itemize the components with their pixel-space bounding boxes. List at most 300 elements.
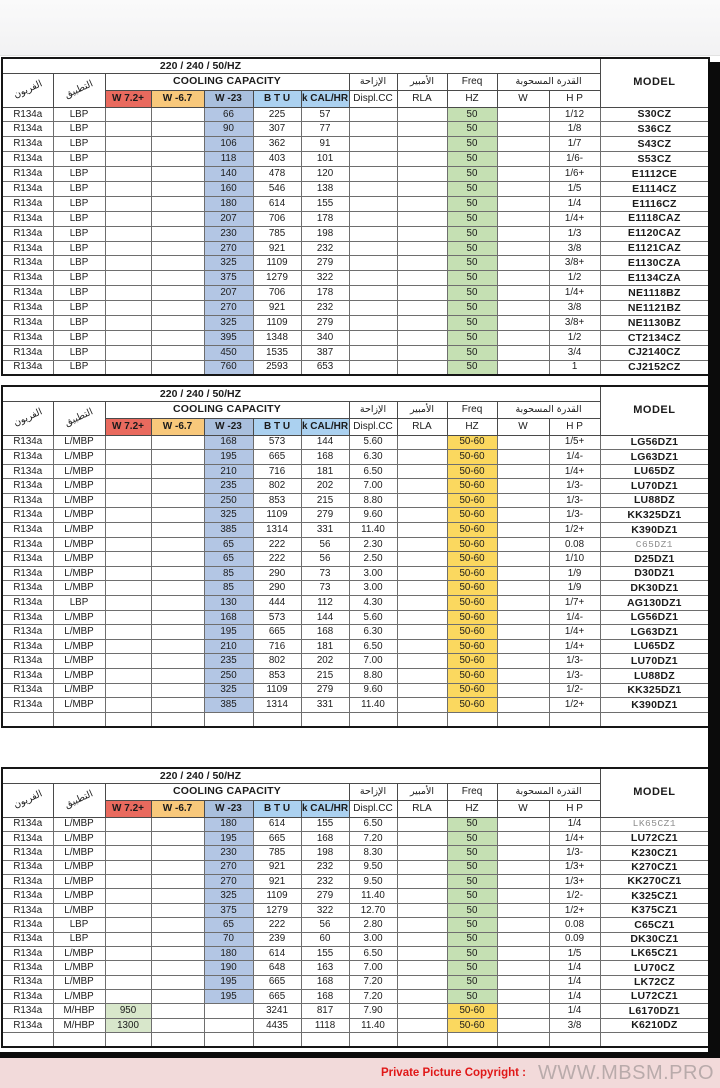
cell-w67: [151, 918, 204, 932]
cell-hz: 50: [447, 211, 497, 226]
cell-model: E1130CZA: [600, 256, 709, 271]
cell-application: L/MBP: [53, 625, 105, 640]
cell-w72: [105, 493, 151, 508]
cell-displacement: [349, 137, 397, 152]
header-btu: B T U: [253, 800, 301, 817]
cell-hz: 50: [447, 107, 497, 122]
cell-kcal: 112: [301, 596, 349, 611]
cell-w67: [151, 107, 204, 122]
cell-kcal: 73: [301, 566, 349, 581]
cell-w67: [151, 523, 204, 538]
cell-w23: 270: [204, 241, 253, 256]
cell-hp: 1/2+: [549, 903, 600, 917]
cell-watt: [497, 211, 549, 226]
cell-w67: [151, 315, 204, 330]
header-freq: Freq: [447, 73, 497, 90]
cell-btu: 403: [253, 152, 301, 167]
cell-w23: 140: [204, 167, 253, 182]
top-margin: [0, 0, 720, 56]
cell-btu: 921: [253, 860, 301, 874]
header-w72: W 7.2+: [105, 90, 151, 107]
header-amps-ar: الأمبير: [397, 401, 447, 418]
cell-rla: [397, 817, 447, 831]
cell-displacement: 7.00: [349, 654, 397, 669]
cell-displacement: 7.90: [349, 1004, 397, 1018]
cell-hp: 3/4: [549, 345, 600, 360]
cell-watt: [497, 581, 549, 596]
cell-hz: 50: [447, 831, 497, 845]
cell-w67: [151, 330, 204, 345]
cell-model: E1120CAZ: [600, 226, 709, 241]
cell-watt: [497, 360, 549, 375]
cell-model: NE1118BZ: [600, 286, 709, 301]
cell-kcal: 331: [301, 698, 349, 713]
cell-rla: [397, 1004, 447, 1018]
cell-displacement: 9.50: [349, 875, 397, 889]
cell-application: LBP: [53, 211, 105, 226]
cell-w72: [105, 831, 151, 845]
cell-w23: 760: [204, 360, 253, 375]
cell-btu: 665: [253, 975, 301, 989]
cell-application: LBP: [53, 181, 105, 196]
cell-w72: [105, 508, 151, 523]
cell-w67: [151, 479, 204, 494]
cell-hz: 50: [447, 345, 497, 360]
cell-rla: [397, 107, 447, 122]
header-freon-text: الفريون: [11, 406, 44, 429]
cell-model: DK30CZ1: [600, 932, 709, 946]
cell-hp: 1/4+: [549, 464, 600, 479]
cell-hp: 1/4+: [549, 211, 600, 226]
cell-model: [600, 712, 709, 727]
cell-hz: 50: [447, 918, 497, 932]
table-row: [2, 712, 709, 727]
cell-w67: [151, 435, 204, 450]
table-row: [2, 860, 709, 874]
cell-watt: [497, 152, 549, 167]
table-row: [2, 537, 709, 552]
cell-w67: [151, 345, 204, 360]
cell-displacement: [349, 256, 397, 271]
table-row: [2, 493, 709, 508]
cell-hz: 50-60: [447, 479, 497, 494]
cell-w23: 230: [204, 846, 253, 860]
cell-w72: [105, 537, 151, 552]
cell-rla: [397, 918, 447, 932]
cell-btu: 1109: [253, 256, 301, 271]
table-row: [2, 566, 709, 581]
cell-application: LBP: [53, 107, 105, 122]
cell-w67: [151, 961, 204, 975]
cell-btu: 665: [253, 625, 301, 640]
header-watt: W: [497, 800, 549, 817]
cell-application: L/MBP: [53, 639, 105, 654]
cell-hz: 50-60: [447, 552, 497, 567]
table-row: [2, 846, 709, 860]
header-model: MODEL: [600, 768, 709, 817]
cell-kcal: 178: [301, 211, 349, 226]
table-row: [2, 596, 709, 611]
cell-freon: [2, 1033, 53, 1047]
cell-hp: 1/4: [549, 1004, 600, 1018]
cell-rla: [397, 167, 447, 182]
cell-application: L/MBP: [53, 508, 105, 523]
cell-displacement: 6.50: [349, 946, 397, 960]
cell-freon: R134a: [2, 846, 53, 860]
cell-hz: 50: [447, 315, 497, 330]
cell-model: KK325DZ1: [600, 508, 709, 523]
cell-hp: 1/3-: [549, 669, 600, 684]
cell-kcal: 279: [301, 889, 349, 903]
cell-w23: 235: [204, 654, 253, 669]
cell-displacement: [349, 211, 397, 226]
cell-model: AG130DZ1: [600, 596, 709, 611]
cell-rla: [397, 889, 447, 903]
cell-freon: R134a: [2, 625, 53, 640]
cell-rla: [397, 990, 447, 1004]
cell-application: LBP: [53, 152, 105, 167]
cell-hz: 50: [447, 875, 497, 889]
cell-kcal: 155: [301, 196, 349, 211]
cell-hp: 1/3+: [549, 860, 600, 874]
cell-rla: [397, 932, 447, 946]
cell-w23: 250: [204, 493, 253, 508]
cell-freon: R134a: [2, 903, 53, 917]
cell-watt: [497, 712, 549, 727]
cell-hp: 3/8+: [549, 256, 600, 271]
cell-w72: [105, 330, 151, 345]
header-kcal: k CAL/HR: [301, 418, 349, 435]
cell-freon: R134a: [2, 975, 53, 989]
cell-kcal: 232: [301, 301, 349, 316]
cell-watt: [497, 875, 549, 889]
cell-freon: R134a: [2, 1004, 53, 1018]
cell-w67: [151, 137, 204, 152]
cell-btu: 1314: [253, 523, 301, 538]
cell-freon: R134a: [2, 596, 53, 611]
cell-rla: [397, 241, 447, 256]
cell-w67: [151, 903, 204, 917]
cell-application: LBP: [53, 330, 105, 345]
cell-w72: [105, 107, 151, 122]
cell-w72: [105, 479, 151, 494]
cell-rla: [397, 537, 447, 552]
cell-w23: [204, 1004, 253, 1018]
cell-watt: [497, 226, 549, 241]
cell-freon: R134a: [2, 552, 53, 567]
cell-hz: 50: [447, 889, 497, 903]
cell-watt: [497, 315, 549, 330]
cell-displacement: 3.00: [349, 566, 397, 581]
cell-w67: [151, 639, 204, 654]
cell-displacement: 5.60: [349, 435, 397, 450]
header-freon-text: الفريون: [11, 788, 44, 811]
cell-w23: 207: [204, 211, 253, 226]
copyright-label: Private Picture Copyright :: [380, 1067, 527, 1079]
cell-watt: [497, 523, 549, 538]
cell-freon: R134a: [2, 581, 53, 596]
cell-watt: [497, 271, 549, 286]
cell-w67: [151, 566, 204, 581]
cell-hz: 50: [447, 301, 497, 316]
cell-model: K375CZ1: [600, 903, 709, 917]
cell-model: E1114CZ: [600, 181, 709, 196]
cell-hz: 50: [447, 860, 497, 874]
header-cooling-capacity: COOLING CAPACITY: [105, 401, 349, 418]
cell-displacement: 2.30: [349, 537, 397, 552]
cell-model: K325CZ1: [600, 889, 709, 903]
cell-w72: [105, 1033, 151, 1047]
cell-freon: R134a: [2, 508, 53, 523]
cell-freon: R134a: [2, 961, 53, 975]
cell-freon: R134a: [2, 889, 53, 903]
cell-hp: 1/5: [549, 181, 600, 196]
cell-w72: [105, 846, 151, 860]
header-rla: RLA: [397, 90, 447, 107]
cell-hz: 50: [447, 181, 497, 196]
cell-kcal: 215: [301, 493, 349, 508]
cell-model: CJ2152CZ: [600, 360, 709, 375]
cell-application: LBP: [53, 596, 105, 611]
cell-freon: R134a: [2, 256, 53, 271]
table-title: [2, 386, 600, 401]
cell-kcal: 155: [301, 946, 349, 960]
cell-kcal: [301, 712, 349, 727]
cell-model: LG56DZ1: [600, 610, 709, 625]
cell-displacement: 6.50: [349, 464, 397, 479]
cell-model: S30CZ: [600, 107, 709, 122]
cell-hz: 50-60: [447, 683, 497, 698]
cell-w72: [105, 932, 151, 946]
cell-rla: [397, 301, 447, 316]
cell-w67: [151, 181, 204, 196]
header-application: [53, 401, 105, 435]
cell-rla: [397, 181, 447, 196]
header-rla: RLA: [397, 418, 447, 435]
cell-w72: [105, 122, 151, 137]
cell-displacement: 11.40: [349, 889, 397, 903]
table-row: [2, 256, 709, 271]
cell-w67: [151, 817, 204, 831]
header-freon: [2, 73, 53, 107]
cell-w67: [151, 1018, 204, 1032]
cell-kcal: 73: [301, 581, 349, 596]
cell-displacement: [349, 345, 397, 360]
cell-hp: 1/3+: [549, 875, 600, 889]
cell-freon: R134a: [2, 918, 53, 932]
cell-hp: 0.09: [549, 932, 600, 946]
cell-btu: 1279: [253, 271, 301, 286]
header-hp: H P: [549, 418, 600, 435]
cell-rla: [397, 256, 447, 271]
cell-watt: [497, 256, 549, 271]
header-hz: HZ: [447, 418, 497, 435]
cell-rla: [397, 137, 447, 152]
cell-freon: R134a: [2, 196, 53, 211]
header-title-row: [2, 386, 709, 401]
cell-application: L/MBP: [53, 479, 105, 494]
cell-watt: [497, 435, 549, 450]
cell-btu: [253, 712, 301, 727]
cell-model: LU70CZ: [600, 961, 709, 975]
cell-watt: [497, 903, 549, 917]
cell-btu: [253, 1033, 301, 1047]
cell-w67: [151, 698, 204, 713]
cell-kcal: 91: [301, 137, 349, 152]
cell-hz: 50-60: [447, 654, 497, 669]
cell-kcal: 57: [301, 107, 349, 122]
cell-displacement: 7.20: [349, 831, 397, 845]
cell-w72: [105, 683, 151, 698]
cell-btu: 921: [253, 301, 301, 316]
cell-btu: 573: [253, 610, 301, 625]
cell-hz: 50: [447, 226, 497, 241]
cell-w67: [151, 360, 204, 375]
cell-kcal: 387: [301, 345, 349, 360]
cell-application: LBP: [53, 122, 105, 137]
cell-kcal: 56: [301, 918, 349, 932]
cell-w72: [105, 211, 151, 226]
header-w72: W 7.2+: [105, 418, 151, 435]
cell-application: LBP: [53, 256, 105, 271]
cell-w67: [151, 122, 204, 137]
cell-kcal: 198: [301, 226, 349, 241]
cell-w72: [105, 990, 151, 1004]
cell-model: S43CZ: [600, 137, 709, 152]
cell-rla: [397, 479, 447, 494]
cell-rla: [397, 330, 447, 345]
cell-kcal: 56: [301, 537, 349, 552]
cell-freon: R134a: [2, 683, 53, 698]
cell-w72: [105, 137, 151, 152]
header-freq: Freq: [447, 401, 497, 418]
cell-w23: 325: [204, 508, 253, 523]
cell-kcal: 178: [301, 286, 349, 301]
header-w23: W -23: [204, 90, 253, 107]
cell-application: LBP: [53, 918, 105, 932]
cell-kcal: 101: [301, 152, 349, 167]
cell-hp: 1/4+: [549, 831, 600, 845]
table-row: [2, 301, 709, 316]
cell-displacement: [349, 152, 397, 167]
table-row: [2, 903, 709, 917]
cell-hp: 1/3-: [549, 846, 600, 860]
cell-watt: [497, 698, 549, 713]
header-displacement: Displ.CC: [349, 90, 397, 107]
cell-displacement: 7.00: [349, 961, 397, 975]
cell-hz: 50: [447, 961, 497, 975]
cell-hp: 1/2-: [549, 889, 600, 903]
cell-displacement: [349, 1033, 397, 1047]
cell-kcal: [301, 1033, 349, 1047]
cell-watt: [497, 345, 549, 360]
cell-rla: [397, 552, 447, 567]
cell-btu: 921: [253, 241, 301, 256]
table-row: [2, 345, 709, 360]
cell-w72: [105, 860, 151, 874]
cell-btu: 665: [253, 450, 301, 465]
cell-application: [53, 1033, 105, 1047]
cell-application: L/MBP: [53, 990, 105, 1004]
cell-btu: 290: [253, 566, 301, 581]
cell-w23: 195: [204, 625, 253, 640]
cell-hp: 1/2+: [549, 698, 600, 713]
cell-btu: 239: [253, 932, 301, 946]
header-w67: W -6.7: [151, 90, 204, 107]
cell-watt: [497, 946, 549, 960]
cell-model: CT2134CZ: [600, 330, 709, 345]
cell-model: LK72CZ: [600, 975, 709, 989]
cell-model: LK65CZ1: [600, 817, 709, 831]
cell-hz: 50: [447, 256, 497, 271]
cell-freon: R134a: [2, 610, 53, 625]
cell-kcal: 1118: [301, 1018, 349, 1032]
cell-model: LU65DZ: [600, 464, 709, 479]
cell-btu: 614: [253, 817, 301, 831]
cell-btu: 716: [253, 639, 301, 654]
cell-w23: 65: [204, 918, 253, 932]
cell-btu: 921: [253, 875, 301, 889]
cell-freon: R134a: [2, 301, 53, 316]
table-row: [2, 508, 709, 523]
header-displacement: Displ.CC: [349, 418, 397, 435]
table-row: [2, 271, 709, 286]
cell-model: DK30DZ1: [600, 581, 709, 596]
cell-hp: 1/2-: [549, 683, 600, 698]
cell-watt: [497, 918, 549, 932]
cell-freon: R134a: [2, 493, 53, 508]
cell-watt: [497, 889, 549, 903]
cell-watt: [497, 479, 549, 494]
cell-hp: 3/8: [549, 1018, 600, 1032]
cell-hz: 50: [447, 990, 497, 1004]
cell-application: LBP: [53, 286, 105, 301]
cell-rla: [397, 1018, 447, 1032]
cell-w67: [151, 211, 204, 226]
cell-kcal: 168: [301, 990, 349, 1004]
cell-w23: 106: [204, 137, 253, 152]
cell-kcal: 181: [301, 639, 349, 654]
cell-w72: [105, 552, 151, 567]
cell-watt: [497, 537, 549, 552]
cell-hp: 0.08: [549, 537, 600, 552]
cell-kcal: 198: [301, 846, 349, 860]
cell-kcal: 232: [301, 241, 349, 256]
table-row: [2, 669, 709, 684]
cell-model: C65CZ1: [600, 918, 709, 932]
cell-btu: 1535: [253, 345, 301, 360]
cell-application: LBP: [53, 196, 105, 211]
cell-displacement: 9.60: [349, 508, 397, 523]
cell-rla: [397, 903, 447, 917]
cell-kcal: 168: [301, 831, 349, 845]
table-title-text: 220 / 240 / 50/HZ: [159, 387, 242, 400]
cell-model: KK325DZ1: [600, 683, 709, 698]
cell-w67: [151, 301, 204, 316]
cell-hz: 50: [447, 241, 497, 256]
cell-hp: 1/5: [549, 946, 600, 960]
cell-model: LG63DZ1: [600, 625, 709, 640]
cell-application: M/HBP: [53, 1018, 105, 1032]
cell-btu: 307: [253, 122, 301, 137]
cell-watt: [497, 639, 549, 654]
cell-application: L/MBP: [53, 566, 105, 581]
cell-watt: [497, 301, 549, 316]
table-row: [2, 552, 709, 567]
cell-kcal: 138: [301, 181, 349, 196]
cell-freon: R134a: [2, 167, 53, 182]
cell-model: LG56DZ1: [600, 435, 709, 450]
